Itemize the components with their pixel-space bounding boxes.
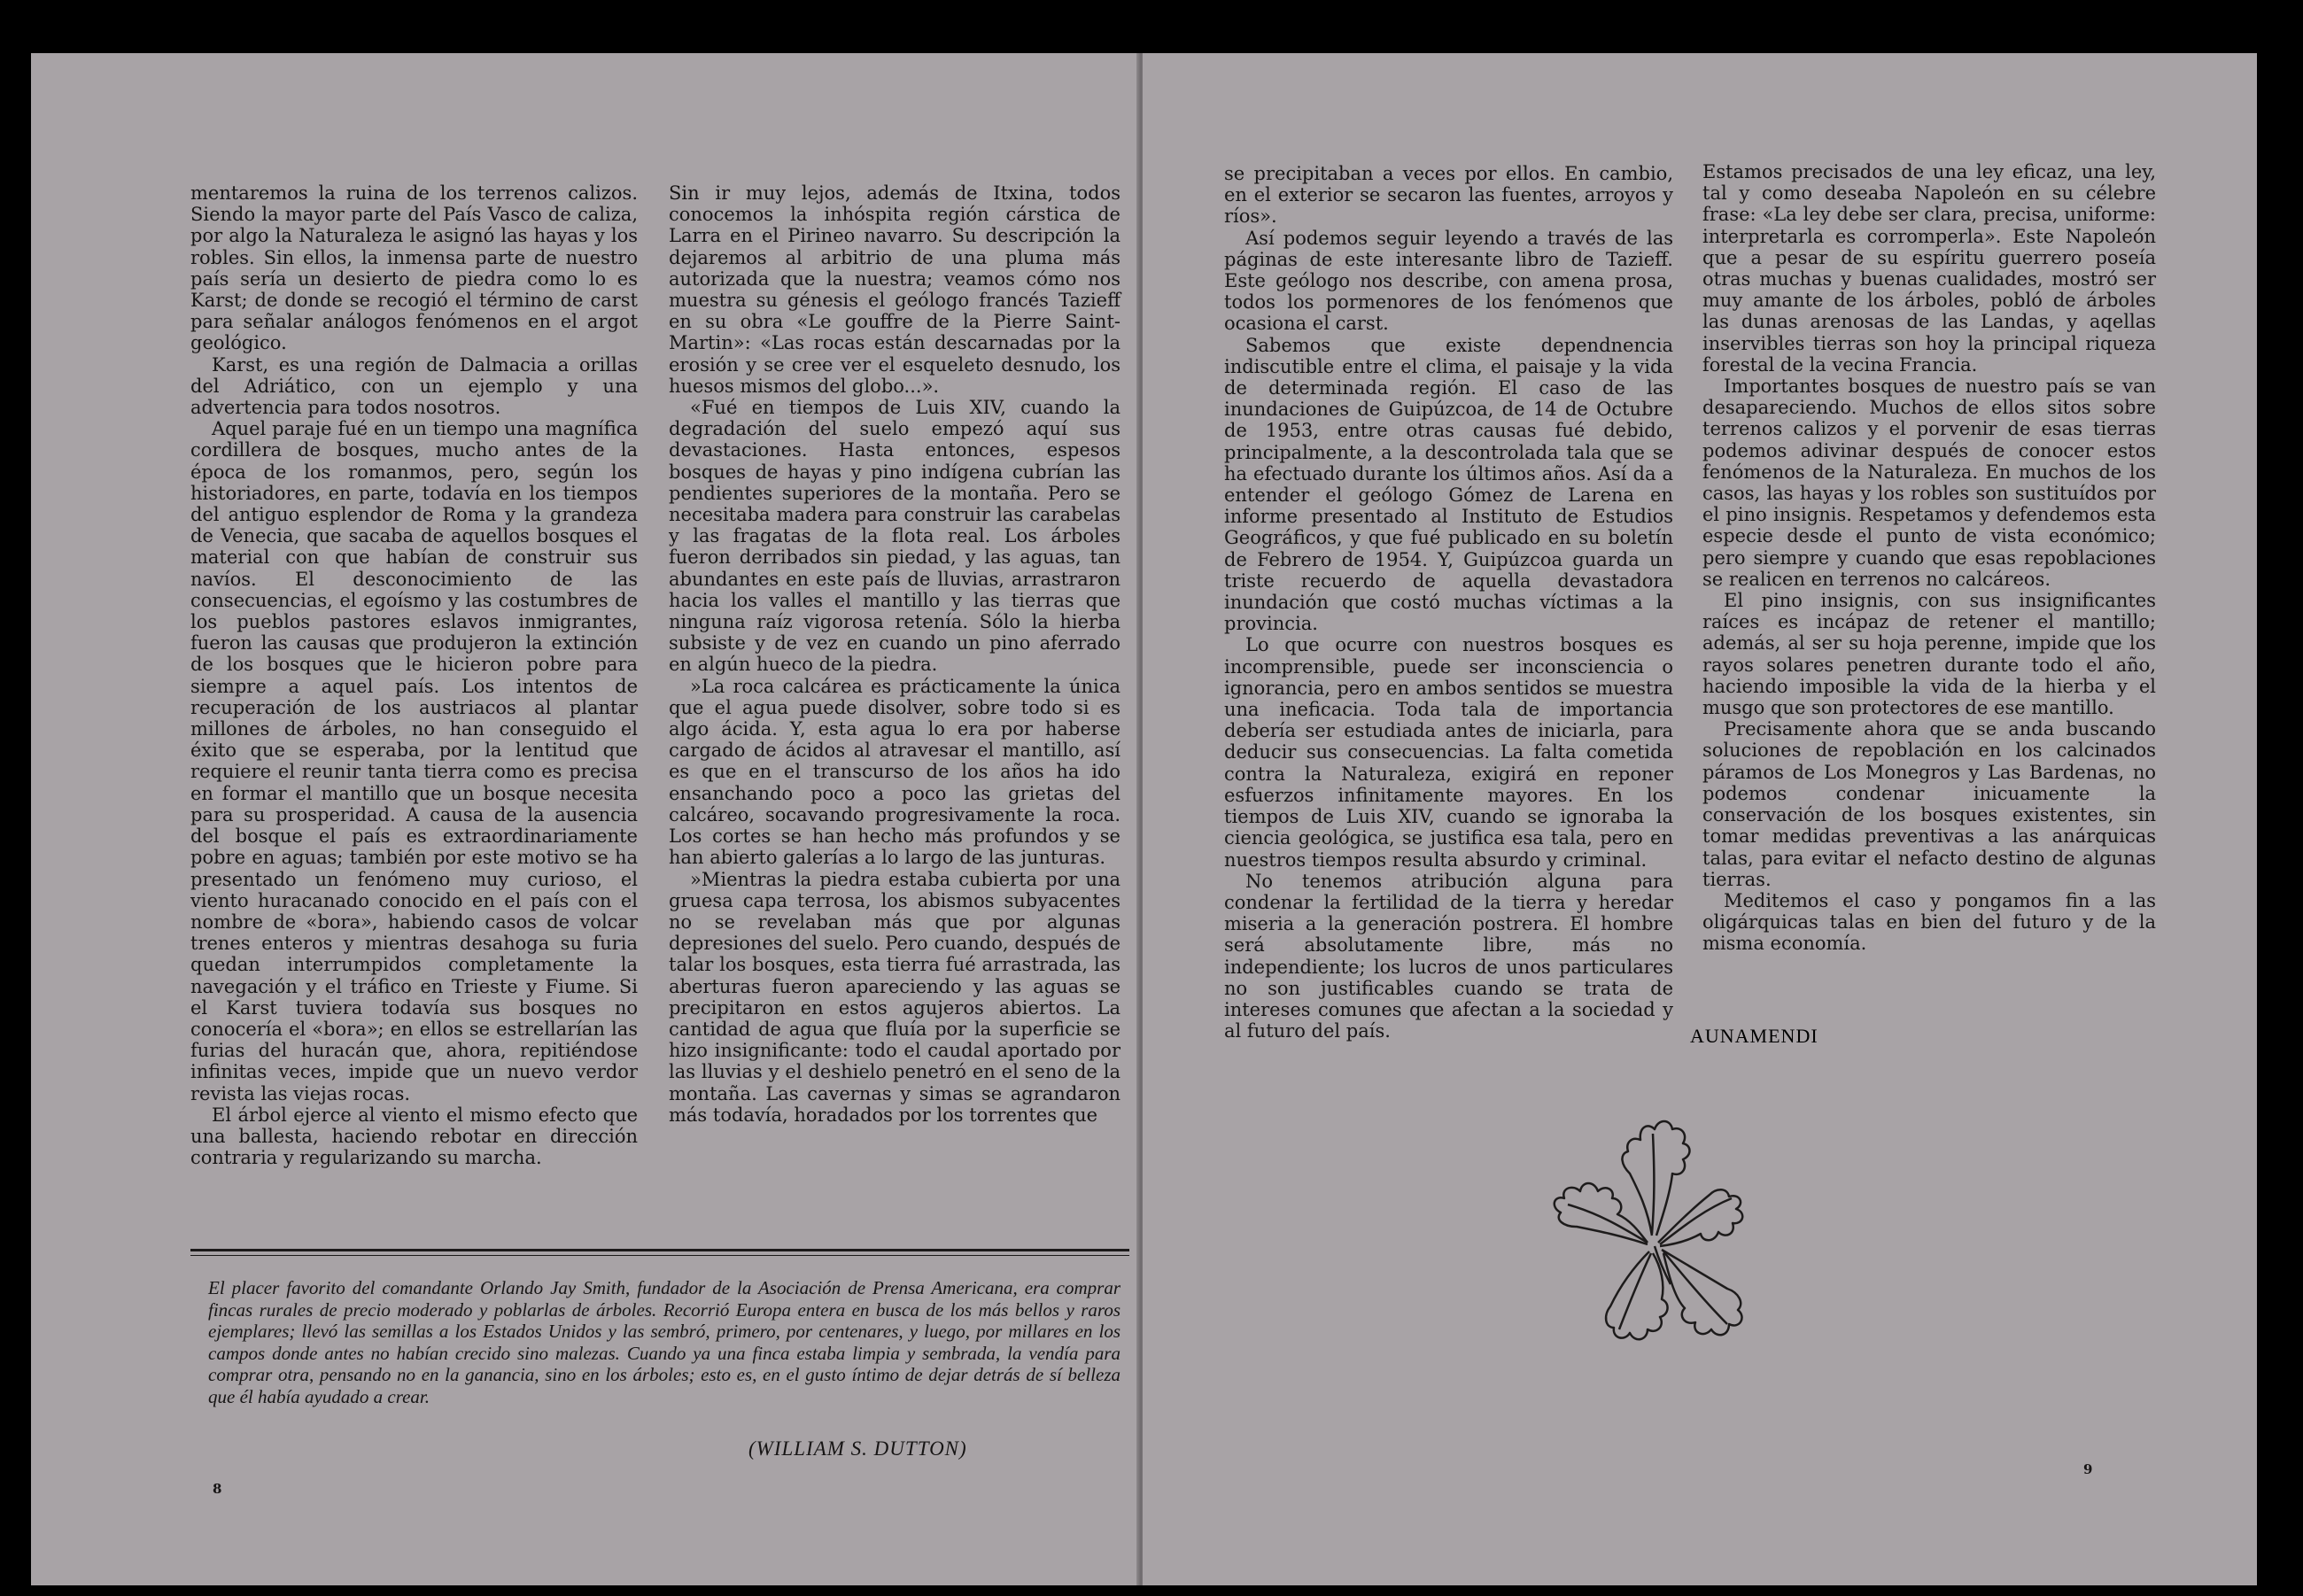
left-page	[31, 53, 1138, 1585]
paragraph: Lo que ocurre con nuestros bosques es incomprensible, puede ser inconsciencia o ignorancia, pero en ambos sentidos se muestra una ineficacia. Toda tala de importancia debería ser estudiada antes de iniciarla, para deducir sus consecuencias. La falta cometida contra la Naturaleza, exigirá en reponer esfuerzos infinitamente mayores. En los tiempos de Luis XIV, cuando se ignoraba la ciencia geológica, se justifica esa tala, pero en nuestros tiempos resulta absurdo y criminal.	[1224, 634, 1673, 871]
oak-leaves-icon	[1515, 1103, 1807, 1368]
author-signature: AUNAMENDI	[1690, 1025, 1818, 1047]
paragraph: «Fué en tiempos de Luis XIV, cuando la degradación del suelo empezó aquí sus devastaciones. Hasta entonces, espesos bosques de hayas y pino indígena cubrían las pendientes superiores de la montaña. Pero se necesitaba madera para construir las carabelas y las fragatas de la flota real. Los árboles fueron derribados sin piedad, y las aguas, tan abundantes en este país de lluvias, arrastraron hacia los valles el mantillo y las tierras que ninguna raíz vigorosa retenía. Sólo la hierba subsiste y de vez en cuando un pino aferrado en algún hueco de la piedra.	[669, 397, 1120, 676]
paragraph: El pino insignis, con sus insignificantes raíces es incápaz de retener el mantillo; además, al ser su hoja perenne, impide que los rayos solares penetren durante todo el año, haciendo imposible la vida de la hierba y el musgo que son protectores de ese mantillo.	[1702, 590, 2156, 719]
left-page-column-1	[190, 182, 638, 1168]
quote-author: (WILLIAM S. DUTTON)	[748, 1437, 967, 1460]
paragraph: se precipitaban a veces por ellos. En cambio, en el exterior se secaron las fuentes, arroyos y ríos».	[1224, 163, 1673, 228]
paragraph: No tenemos atribución alguna para condenar la fertilidad de la tierra y heredar miseria a la generación postrera. El hombre será absolutamente libre, más no independiente; los lucros de unos particulares no son justificables cuando se trata de intereses comunes que afectan a la sociedad y al futuro del país.	[1224, 870, 1673, 1042]
left-page-column-2	[669, 182, 1120, 1126]
paragraph: Así podemos seguir leyendo a través de las páginas de este interesante libro de Tazieff. Este geólogo nos describe, con amena prosa, todos los pormenores de los fenómenos que ocasiona el carst.	[1224, 227, 1673, 335]
paragraph: Karst, es una región de Dalmacia a orillas del Adriático, con un ejemplo y una advertencia para todos nosotros.	[190, 353, 638, 419]
paragraph: Sabemos que existe dependnencia indiscutible entre el clima, el paisaje y la vida de determinada región. El caso de las inundaciones de Guipúzcoa, de 14 de Octubre de 1953, entre otras causas fué debido, principalmente, a la descontrolada tala que se ha efectuado durante los últimos años. Así da a entender el geólogo Gómez de Larena en informe presentado al Instituto de Estudios Geográficos, y que fué publicado en su boletín de Febrero de 1954. Y, Guipúzcoa guarda un triste recuerdo de aquella devastadora inundación que costó muchas víctimas a la provincia.	[1224, 334, 1673, 635]
page-number: 9	[2083, 1461, 2093, 1477]
paragraph: »Mientras la piedra estaba cubierta por una gruesa capa terrosa, los abismos subyacentes no se revelaban más que por algunas depresiones del suelo. Pero cuando, después de talar los bosques, esta tierra fué arrastrada, las aberturas fueron apareciendo y las aguas se precipitaron en estos agujeros abiertos. La cantidad de agua que fluía por la superficie se hizo insignificante: todo el caudal aportado por las lluvias y el deshielo penetró en el seno de la montaña. Las cavernas y simas se agrandaron más todavía, horadados por los torrentes que	[669, 868, 1120, 1126]
paragraph: El árbol ejerce al viento el mismo efecto que una ballesta, haciendo rebotar en dirección contraria y regularizando su marcha.	[190, 1104, 638, 1169]
pull-quote: El placer favorito del comandante Orlando Jay Smith, fundador de la Asociación de Prensa Americana, era comprar fincas rurales de precio moderado y poblarlas de árboles. Recorrió Europa entera en busca de los más bellos y raros ejemplares; llevó las semillas a los Estados Unidos y las sembró, primero, por centenares, y luego, por millares en los campos donde antes no habían crecido sino malezas. Cuando ya una finca estaba limpia y sembrada, la vendía para comprar otra, pensando no en la ganancia, sino en los árboles; esto es, en el gusto íntimo de dejar detrás de sí belleza que él había ayudado a crear.	[208, 1277, 1120, 1407]
paragraph: Importantes bosques de nuestro país se van desapareciendo. Muchos de ellos sitos sobre terrenos calizos y el porvenir de esas tierras podemos adivinar después de conocer estos fenómenos de la Naturaleza. En muchos de los casos, las hayas y los robles son sustituídos por el pino insignis. Respetamos y defendemos esta especie desde el punto de vista económico; pero siempre y cuando que esas repoblaciones se realicen en terrenos no calcáreos.	[1702, 376, 2156, 590]
paragraph: Meditemos el caso y pongamos fin a las oligárquicas talas en bien del futuro y de la misma economía.	[1702, 889, 2156, 955]
paragraph: Sin ir muy lejos, además de Itxina, todos conocemos la inhóspita región cárstica de Larra en el Pirineo navarro. Su descripción la dejaremos al arbitrio de una pluma más autorizada que la nuestra; veamos cómo nos muestra su génesis el geólogo francés Tazieff en su obra «Le gouffre de la Pierre Saint-Martin»: «Las rocas están descarnadas por la erosión y se cree ver el esqueleto desnudo, los huesos mismos del globo...».	[669, 182, 1120, 397]
paragraph: Aquel paraje fué en un tiempo una magnífica cordillera de bosques, mucho antes de la época de los romanmos, pero, según los historiadores, en parte, todavía en los tiempos del antiguo esplendor de Roma y la grandeza de Venecia, que sacaba de aquellos bosques el material con que habían de construir sus navíos. El desconocimiento de las consecuencias, el egoísmo y las costumbres de los pueblos pastores eslavos inmigrantes, fueron las causas que produjeron la extinción de los bosques que le hicieron pobre para siempre a aquel país. Los intentos de recuperación de los austriacos al plantar millones de árboles, no han conseguido el éxito que se esperaba, por la lentitud que requiere el reunir tanta tierra como es precisa en formar el mantillo que un bosque necesita para su prosperidad. A causa de la ausencia del bosque el país es extraordinariamente pobre en aguas; también por este motivo se ha presentado un fenómeno muy curioso, el viento huracanado conocido en el país con el nombre de «bora», habiendo casos de volcar trenes enteros y mientras desahoga su furia quedan interrumpidos completamente la navegación y el tráfico en Trieste y Fiume. Si el Karst tuviera todavía sus bosques no conocería el «bora»; en ellos se estrellarían las furias del huracán que, ahora, repitiéndose infinitas veces, impide que un nuevo verdor revista las viejas rocas.	[190, 418, 638, 1104]
paragraph: mentaremos la ruina de los terrenos calizos. Siendo la mayor parte del País Vasco de caliza, por algo la Naturaleza le asignó las hayas y los robles. Sin ellos, la inmensa parte de nuestro país sería un desierto de piedra como lo es Karst; de donde se recogió el término de carst para señalar análogos fenómenos en el argot geológico.	[190, 182, 638, 354]
paragraph: Estamos precisados de una ley eficaz, una ley, tal y como deseaba Napoleón en su célebre frase: «La ley debe ser clara, precisa, uniforme: interpretarla es corromperla». Este Napoleón que a pesar de su espíritu guerrero poseía otras muchas y buenas cualidades, mostró ser muy amante de los árboles, pobló de árboles las dunas arenosas de las Landas, y aqellas inservibles tierras son hoy la principal riqueza forestal de la vecina Francia.	[1702, 161, 2156, 376]
right-page-column-2	[1702, 161, 2156, 955]
right-page-column-1	[1224, 163, 1673, 1042]
paragraph: »La roca calcárea es prácticamente la única que el agua puede disolver, sobre todo si es algo ácida. Y, esta agua lo era por haberse cargado de ácidos al atravesar el mantillo, así es que en el transcurso de los años ha ido ensanchando poco a poco las grietas del calcáreo, socavando progresivamente la roca. Los cortes se han hecho más profundos y se han abierto galerías a lo largo de las junturas.	[669, 675, 1120, 869]
paragraph: Precisamente ahora que se anda buscando soluciones de repoblación en los calcinados páramos de Los Monegros y Las Bardenas, no podemos condenar inicuamente la conservación de los bosques existentes, sin tomar medidas preventivas a las anárquicas talas, para evitar el nefacto destino de algunas tierras.	[1702, 718, 2156, 890]
section-divider	[190, 1249, 1129, 1256]
page-number: 8	[213, 1481, 222, 1497]
